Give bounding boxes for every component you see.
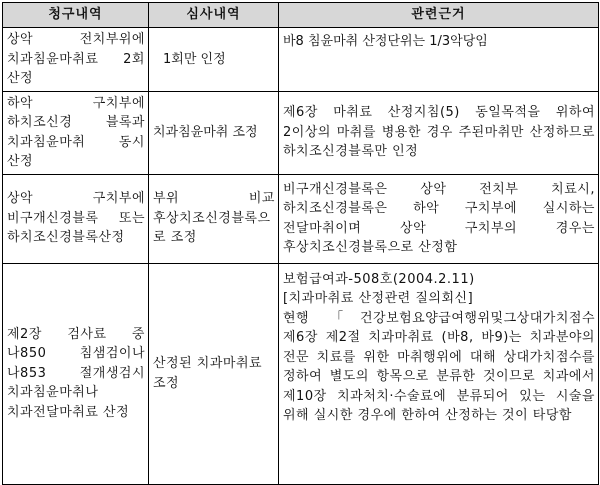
review-table	[2, 2, 599, 485]
basis-title: [치과마취료 산정관련 질의회신]	[283, 291, 474, 306]
review-cell	[149, 28, 279, 92]
review-text: 1회만 인정	[163, 51, 226, 67]
basis-reference: 보험급여과-508호(2004.2.11)	[283, 271, 475, 287]
table-header-row	[3, 3, 599, 28]
header-claim: 청구내역	[3, 3, 149, 28]
table-row	[3, 28, 599, 92]
claim-cell: 하악 구치부에 하치조신경 블록과 치과침윤마취 동시 산정	[3, 91, 149, 174]
table-row	[3, 91, 599, 174]
header-basis: 관련근거	[279, 3, 599, 28]
table-row	[3, 174, 599, 263]
review-table-container	[2, 2, 598, 485]
claim-cell: 상악 구치부에 비구개신경블록 또는 하치조신경블록산정	[3, 174, 149, 263]
basis-cell	[279, 263, 599, 484]
review-cell: 부위 비교 후상치조신경블록으로 조정	[149, 174, 279, 263]
basis-body: 현행 「건강보험요양급여행위및그상대가치점수 제6장 제2절 치과마취료 (바8, 바9)는 치과분야의 전문 치료를 위한 마취행위에 대해 상대가치점수를 정하여 별도의 항목으로 분류한 것이므로 치과에서 제10장 치과처치·수술료에 분류되어 있는 시술을 위해 실시한 경우에 한하여 산정하는 것이 타당함	[283, 310, 595, 423]
table-row	[3, 263, 599, 484]
basis-cell: 바8 침윤마취 산정단위는 1/3악당임	[279, 28, 599, 92]
header-review: 심사내역	[149, 3, 279, 28]
claim-cell: 상악 전치부위에 치과침윤마취료 2회 산정	[3, 28, 149, 92]
basis-cell: 비구개신경블록은 상악 전치부 치료시, 하치조신경블록은 하악 구치부에 실시하는 전달마취이며 상악 구치부의 경우는 후상치조신경블록으로 산정함	[279, 174, 599, 263]
basis-cell: 제6장 마취료 산정지침(5) 동일목적을 위하여 2이상의 마취를 병용한 경우 주된마취만 산정하므로 하치조신경블록만 인정	[279, 91, 599, 174]
claim-cell: 제2장 검사료 중 나850 침샘검이나 나853 절개생검시 치과침윤마취나 치과전달마취료 산정	[3, 263, 149, 484]
review-cell: 치과침윤마취 조정	[149, 91, 279, 174]
review-cell: 산정된 치과마취료 조정	[149, 263, 279, 484]
